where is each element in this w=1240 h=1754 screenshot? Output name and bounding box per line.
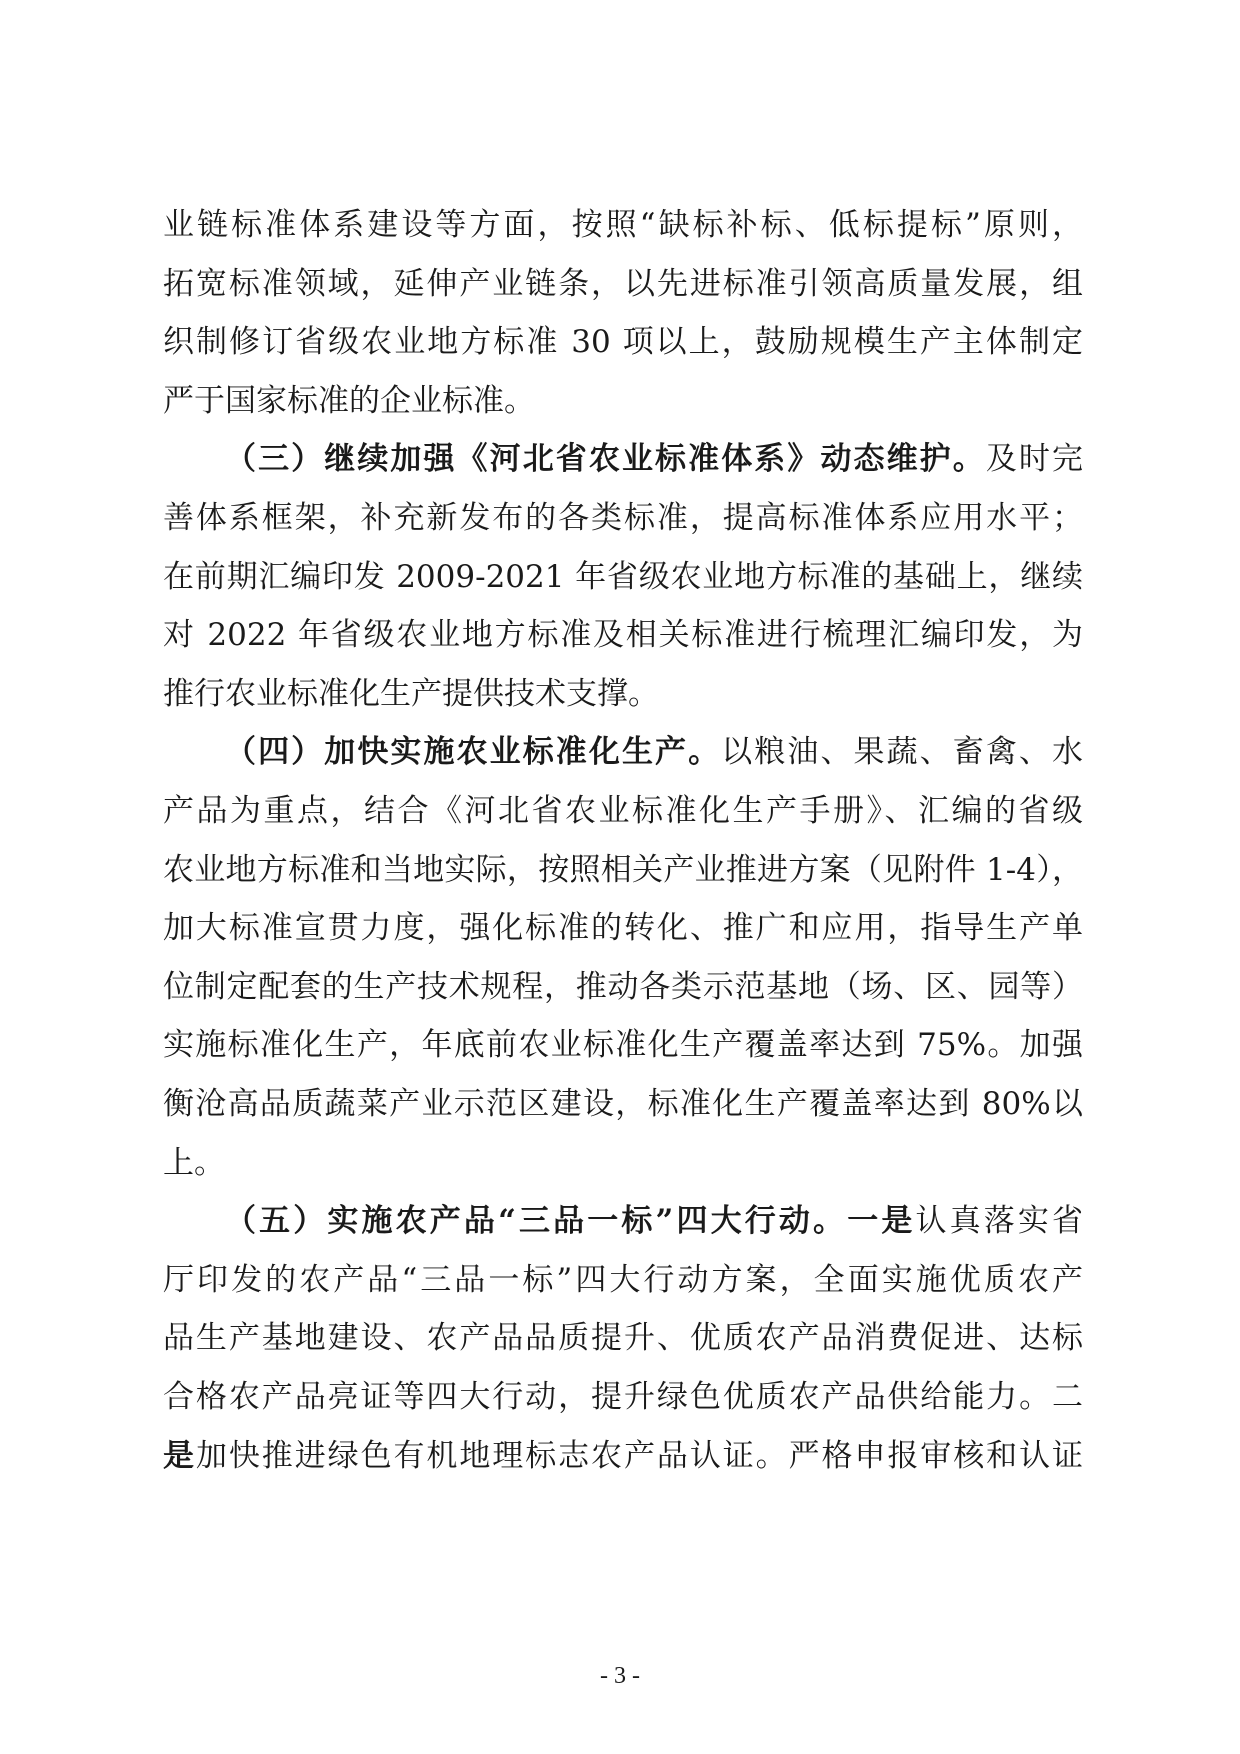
text-line: [163, 264, 1083, 304]
text-line: [163, 1436, 1083, 1476]
page-number: - 3 -: [600, 1663, 640, 1689]
text-line: [163, 557, 1083, 597]
text-line: [163, 791, 1083, 831]
text-run: 衡沧高品质蔬菜产业示范区建设，标准化生产覆盖率达到 80%以: [163, 1086, 1083, 1122]
text-line: [163, 1377, 1083, 1417]
text-run: 上。: [163, 1145, 225, 1181]
text-run: 品生产基地建设、农产品品质提升、优质农产品消费促进、达标: [163, 1320, 1083, 1356]
text-line: [163, 674, 1083, 714]
text-line: [163, 498, 1083, 538]
text-line: [163, 1025, 1083, 1065]
text-line: [163, 732, 1083, 772]
text-run: 合格农产品亮证等四大行动，提升绿色优质农产品供给能力。二: [163, 1379, 1083, 1415]
text-run: 拓宽标准领域，延伸产业链条，以先进标准引领高质量发展，组: [163, 266, 1083, 302]
text-run: 业链标准体系建设等方面，按照“缺标补标、低标提标”原则，: [163, 207, 1083, 243]
text-line: [163, 908, 1083, 948]
text-run: 实施标准化生产，年底前农业标准化生产覆盖率达到 75%。加强: [163, 1027, 1083, 1063]
text-run: 善体系框架，补充新发布的各类标准，提高标准体系应用水平；: [163, 500, 1083, 536]
text-line: [163, 439, 1083, 479]
text-line: [163, 205, 1083, 245]
text-line: [163, 615, 1083, 655]
text-line: [163, 1143, 1083, 1183]
text-line: [163, 1260, 1083, 1300]
text-line: [163, 1201, 1083, 1241]
text-run: 位制定配套的生产技术规程，推动各类示范基地（场、区、园等）: [163, 969, 1083, 1005]
text-line: [163, 1084, 1083, 1124]
text-line: [163, 1318, 1083, 1358]
text-line: [163, 967, 1083, 1007]
text-line: [163, 322, 1083, 362]
text-run: 织制修订省级农业地方标准 30 项以上，鼓励规模生产主体制定: [163, 324, 1083, 360]
text-run: 认真落实省: [915, 1203, 1084, 1239]
bold-text-run: 是: [163, 1438, 196, 1474]
text-run: 加大标准宣贯力度，强化标准的转化、推广和应用，指导生产单: [163, 910, 1083, 946]
text-run: 严于国家标准的企业标准。: [163, 383, 535, 419]
bold-text-run: （五）实施农产品“三品一标”四大行动。一是: [225, 1203, 916, 1239]
text-run: 及时完: [985, 441, 1084, 477]
text-line: [163, 381, 1083, 421]
text-line: [163, 850, 1083, 890]
bold-text-run: （三）继续加强《河北省农业标准体系》动态维护。: [225, 441, 986, 477]
text-run: 以粮油、果蔬、畜禽、水: [721, 734, 1084, 770]
text-run: 推行农业标准化生产提供技术支撑。: [163, 676, 659, 712]
text-run: 产品为重点，结合《河北省农业标准化生产手册》、汇编的省级: [163, 793, 1083, 829]
text-run: 加快推进绿色有机地理标志农产品认证。严格申报审核和认证: [195, 1438, 1084, 1474]
text-run: 厅印发的农产品“三品一标”四大行动方案，全面实施优质农产: [163, 1262, 1083, 1298]
bold-text-run: （四）加快实施农业标准化生产。: [225, 734, 722, 770]
text-run: 对 2022 年省级农业地方标准及相关标准进行梳理汇编印发，为: [163, 617, 1083, 653]
text-run: 农业地方标准和当地实际，按照相关产业推进方案（见附件 1-4），: [163, 852, 1083, 888]
text-run: 在前期汇编印发 2009-2021 年省级农业地方标准的基础上，继续: [163, 559, 1083, 595]
